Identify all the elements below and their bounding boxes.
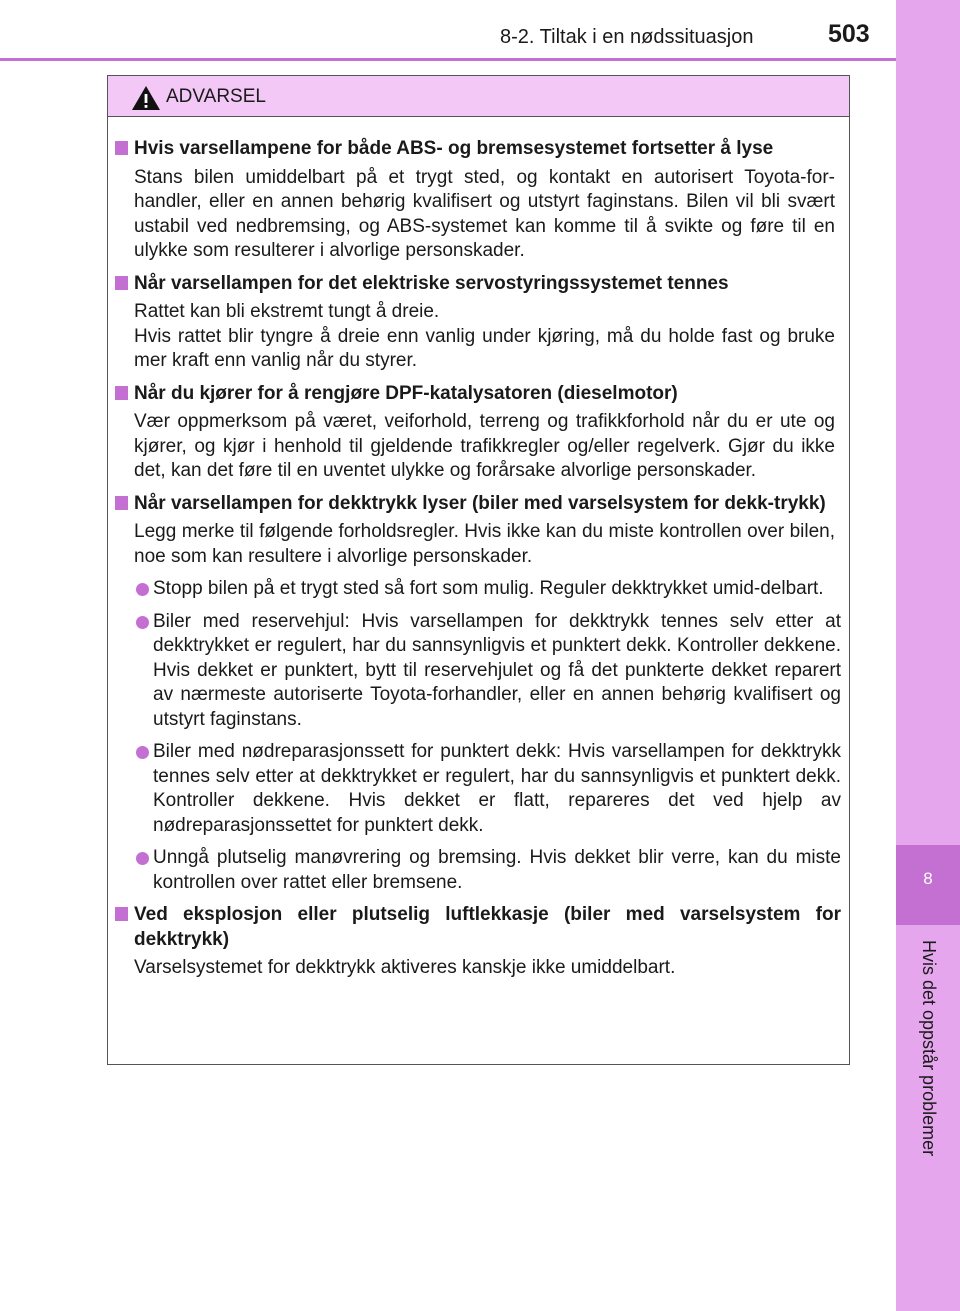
warning-item-title: Når varsellampen for dekktrykk lyser (biler med varselsystem for dekk-trykk) [134, 492, 826, 514]
warning-item-body: Legg merke til følgende forholdsregler. Hvis ikke kan du miste kontrollen over bilen, noe som kan resultere i alvorlige personskader. [134, 521, 835, 567]
square-bullet-icon [115, 386, 128, 400]
warning-item-title: Når varsellampen for det elektriske servostyringssystemet tennes [134, 272, 729, 294]
list-item [120, 577, 841, 602]
warning-item-title: Ved eksplosjon eller plutselig luftlekkasje (biler med varselsystem for dekktrykk) [134, 904, 841, 950]
list-item [120, 610, 841, 733]
warning-item [120, 382, 841, 484]
list-item-text: Unngå plutselig manøvrering og bremsing. Hvis dekket blir verre, kan du miste kontrollen over rattet eller bremsene. [153, 847, 841, 893]
warning-body [108, 117, 849, 981]
circle-bullet-icon [136, 583, 149, 596]
warning-title: ADVARSEL [166, 86, 266, 107]
warning-item-body: Hvis rattet blir tyngre å dreie enn vanlig under kjøring, må du holde fast og bruke mer kraft enn vanlig når du styrer. [134, 325, 835, 371]
list-item-text: Stopp bilen på et trygt sted så fort som mulig. Reguler dekktrykket umid-delbart. [153, 578, 824, 599]
page-number: 503 [828, 20, 870, 48]
warning-item-body: Vær oppmerksom på været, veiforhold, terreng og trafikkforhold når du er ute og kjører, og kjør i henhold til gjeldende trafikkregler og/eller regelverk. Gjør du ikke det, kan det føre til en uventet ulykke og forårsake alvorlige personskader. [134, 411, 835, 481]
chapter-side-tab [896, 0, 960, 1311]
square-bullet-icon [115, 141, 128, 155]
list-item-text: Biler med reservehjul: Hvis varsellampen for dekktrykk tennes selv etter at dekktrykket er regulert, har du sannsynligvis et punktert dekk. Kontroller dekkene. Hvis dekket er punktert, bytt til reservehjulet og få det punkterte dekket reparert av nærmeste autoriserte Toyota-forhandler, eller en annen behørig kvalifisert og utstyrt faginstans. [153, 610, 841, 730]
chapter-number: 8 [923, 869, 933, 888]
warning-item-body: Varselsystemet for dekktrykk aktiveres kanskje ikke umiddelbart. [134, 957, 676, 978]
warning-item-title: Hvis varsellampene for både ABS- og bremsesystemet fortsetter å lyse [134, 138, 774, 159]
warning-header [108, 76, 849, 117]
square-bullet-icon [115, 276, 128, 290]
list-item [120, 740, 841, 838]
warning-item-body: Rattet kan bli ekstremt tungt å dreie. [134, 301, 440, 322]
warning-item [120, 492, 841, 896]
circle-bullet-icon [136, 746, 149, 759]
list-item-text: Biler med nødreparasjonssett for punktert dekk: Hvis varsellampen for dekktrykk tennes selv etter at dekktrykket er regulert, har du sannsynligvis et punktert dekk. Kontroller dekkene. Hvis dekket er flatt, repareres det ved hjelp av nødreparasjonssettet for punktert dekk. [153, 741, 841, 836]
warning-box [107, 75, 850, 1065]
chapter-number-box [896, 845, 960, 925]
list-item [120, 846, 841, 895]
warning-triangle-icon [131, 85, 161, 111]
warning-item [120, 137, 841, 264]
header-rule [0, 58, 896, 61]
warning-item-title: Når du kjører for å rengjøre DPF-katalysatoren (dieselmotor) [134, 382, 678, 404]
chapter-title-vertical [914, 940, 944, 1180]
square-bullet-icon [115, 496, 128, 510]
warning-item [120, 903, 841, 981]
circle-bullet-icon [136, 616, 149, 629]
warning-item [120, 272, 841, 374]
chapter-title: Hvis det oppstår problemer [919, 940, 939, 1157]
square-bullet-icon [115, 907, 128, 921]
warning-item-body: Stans bilen umiddelbart på et trygt sted, og kontakt en autorisert Toyota-for-handler, eller en annen behørig kvalifisert og utstyrt faginstans. Bilen vil bli svært ustabil ved nedbremsing, og ABS-systemet kan komme til å svikte og føre til en ulykke som resulterer i alvorlige personskader. [134, 166, 835, 261]
circle-bullet-icon [136, 852, 149, 865]
section-title: 8-2. Tiltak i en nødssituasjon [500, 26, 754, 48]
